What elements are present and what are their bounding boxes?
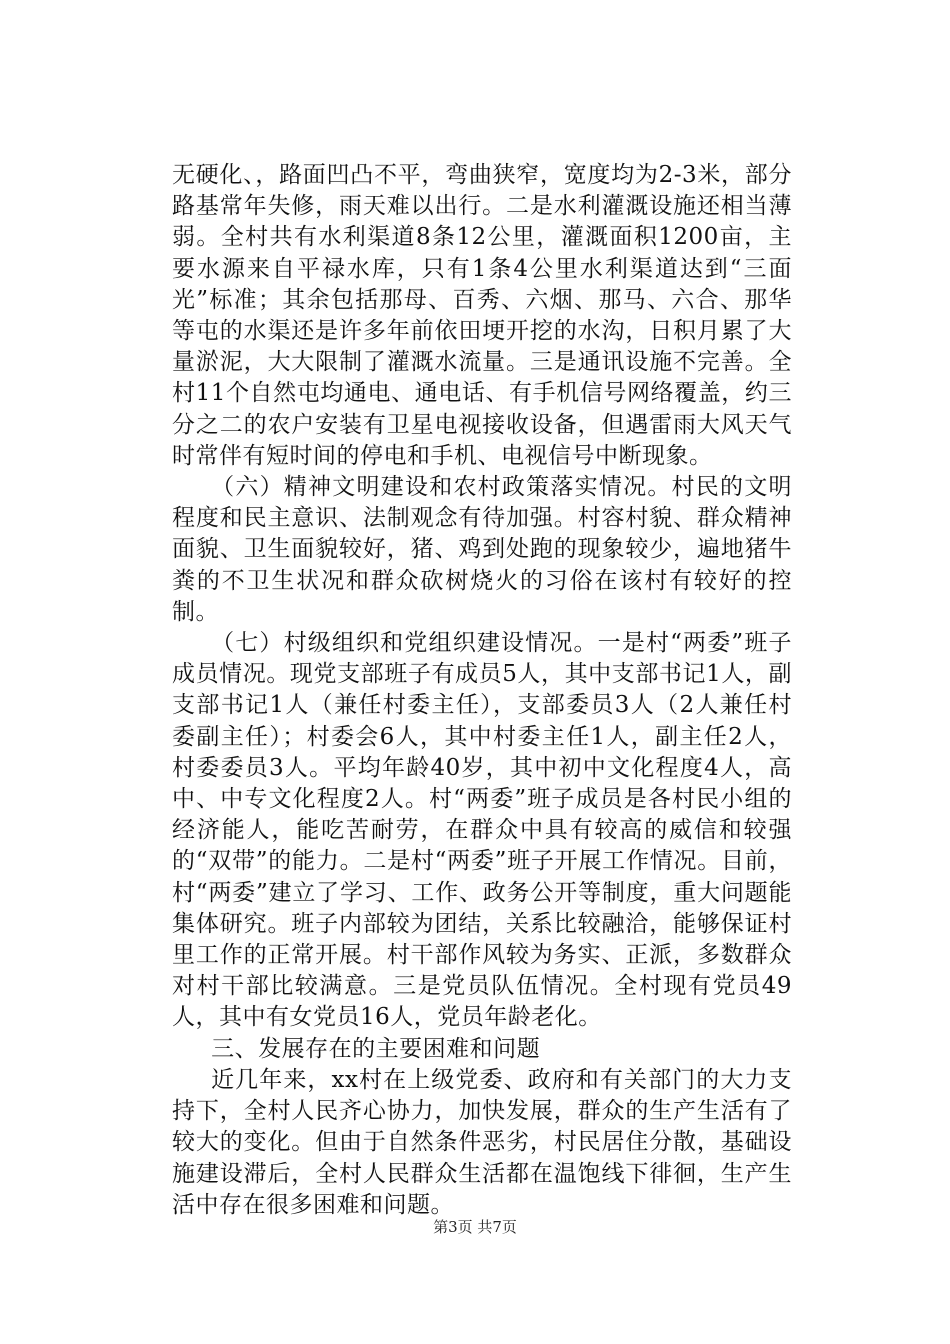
section-heading-difficulties: 三、发展存在的主要困难和问题 bbox=[211, 1035, 541, 1062]
page-footer: 第3页 共7页 bbox=[433, 1218, 517, 1236]
paragraph-spiritual-civilization: （六）精神文明建设和农村政策落实情况。村民的文明程度和民主意识、法制观念有待加强。村容村貌、群众精神面貌、卫生面貌较好，猪、鸡到处跑的现象较少，遍地猪牛粪的不卫生状况和群众砍树烧火的习俗在该村有较好的控制。 bbox=[172, 474, 792, 625]
paragraph-infrastructure: 无硬化、，路面凹凸不平，弯曲狭窄，宽度均为2-3米，部分路基常年失修，雨天难以出行。二是水利灌溉设施还相当薄弱。全村共有水利渠道8条12公里，灌溉面积1200亩，主要水源来自平禄水库，只有1条4公里水利渠道达到“三面光”标准；其余包括那母、百秀、六烟、那马、六合、那华等屯的水渠还是许多年前依田埂开挖的水沟，日积月累了大量淤泥，大大限制了灌溉水流量。三是通讯设施不完善。全村11个自然屯均通电、通电话、有手机信号网络覆盖，约三分之二的农户安装有卫星电视接收设备，但遇雷雨大风天气时常伴有短时间的停电和手机、电视信号中断现象。 bbox=[172, 162, 792, 469]
paragraph-development-problems: 近几年来，xx村在上级党委、政府和有关部门的大力支持下，全村人民齐心协力，加快发展，群众的生产生活有了较大的变化。但由于自然条件恶劣，村民居住分散，基础设施建设滞后，全村人民群众生活都在温饱线下徘徊，生产生活中存在很多困难和问题。 bbox=[172, 1066, 792, 1218]
document-body bbox=[172, 160, 792, 1221]
paragraph-party-organization: （七）村级组织和党组织建设情况。一是村“两委”班子成员情况。现党支部班子有成员5人，其中支部书记1人，副支部书记1人（兼任村委主任），支部委员3人（2人兼任村委副主任）；村委会6人，其中村委主任1人，副主任2人，村委委员3人。平均年龄40岁，其中初中文化程度4人，高中、中专文化程度2人。村“两委”班子成员是各村民小组的经济能人，能吃苦耐劳，在群众中具有较高的威信和较强的“双带”的能力。二是村“两委”班子开展工作情况。目前，村“两委”建立了学习、工作、政务公开等制度，重大问题能集体研究。班子内部较为团结，关系比较融洽，能够保证村里工作的正常开展。村干部作风较为务实、正派，多数群众对村干部比较满意。三是党员队伍情况。全村现有党员49人，其中有女党员16人，党员年龄老化。 bbox=[172, 630, 792, 1031]
